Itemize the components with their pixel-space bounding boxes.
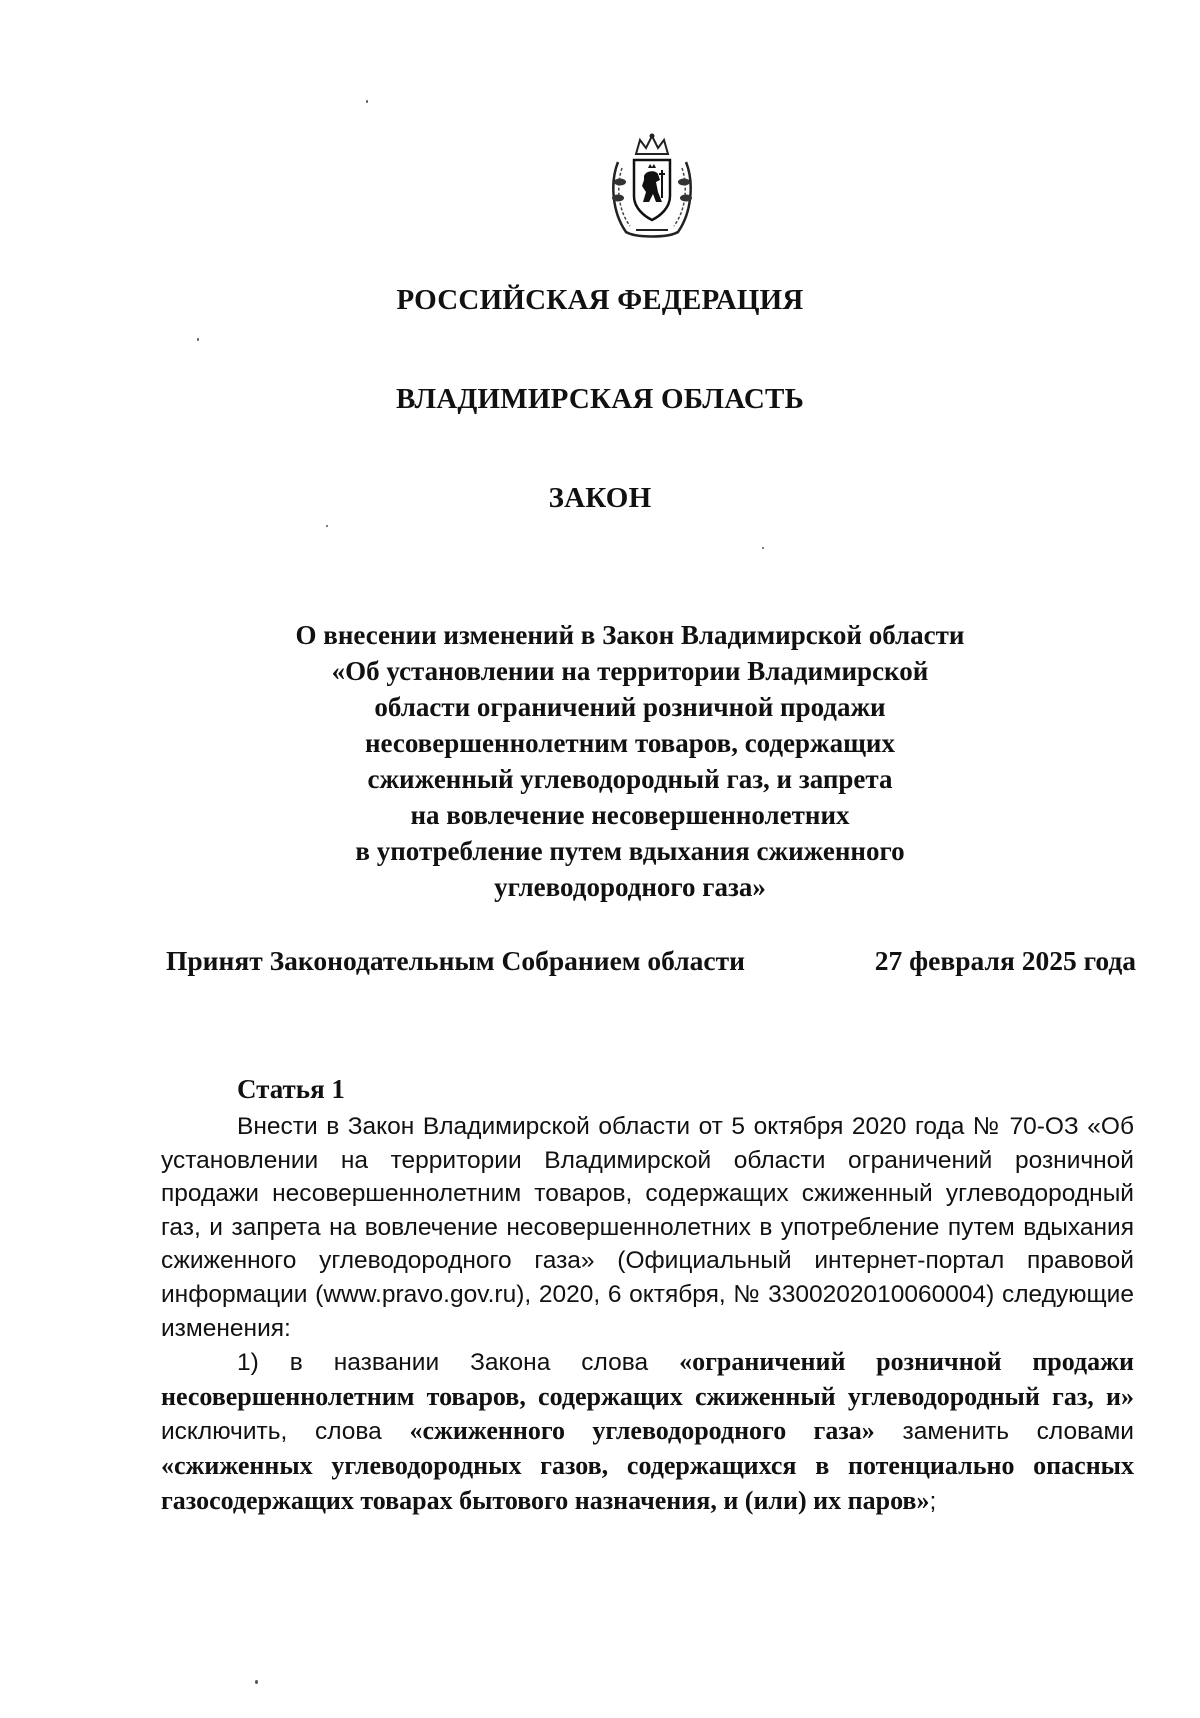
document-type-heading: ЗАКОН — [548, 482, 652, 514]
law-title-line: углеводородного газа» — [494, 872, 766, 902]
scan-speck — [197, 338, 199, 341]
law-title-line: «Об установлении на территории Владимирской — [331, 656, 929, 686]
scan-speck — [762, 547, 764, 549]
item-1-text-part: ; — [929, 1487, 937, 1515]
item-1-text-part: 1) в названии Закона слова — [237, 1349, 680, 1377]
law-title-line: О внесении изменений в Закон Владимирской области — [295, 620, 965, 650]
region-heading: ВЛАДИМИРСКАЯ ОБЛАСТЬ — [396, 383, 804, 415]
item-1-bold-quote: «ограничений розничной продажи несовершеннолетним товаров, содержащих сжиженный углеводородный газ, и» — [161, 1347, 1134, 1411]
adopted-by-text: Принят Законодательным Собранием области — [166, 945, 745, 976]
scan-speck — [326, 525, 328, 527]
scan-speck — [366, 100, 368, 103]
law-title-line: на вовлечение несовершеннолетних — [410, 800, 850, 830]
adoption-date: 27 февраля 2025 года — [874, 945, 1136, 976]
item-1-text-part: заменить словами — [874, 1418, 1134, 1446]
country-heading: РОССИЙСКАЯ ФЕДЕРАЦИЯ — [396, 284, 804, 316]
article-item-1-paragraph — [161, 1345, 1134, 1518]
law-title-line: сжиженный углеводородный газ, и запрета — [367, 764, 893, 794]
vladimir-coat-of-arms-icon — [606, 132, 698, 240]
law-title-line: несовершеннолетним товаров, содержащих — [365, 728, 895, 758]
item-1-bold-quote: «сжиженных углеводородных газов, содержащихся в потенциально опасных газосодержащих товарах бытового назначения, и (или) их паров» — [161, 1450, 1134, 1515]
article-body — [161, 1110, 1134, 1518]
article-heading: Статья 1 — [237, 1074, 345, 1104]
item-1-text-part: исключить, слова — [161, 1418, 410, 1446]
scan-speck — [255, 1680, 258, 1684]
law-title-line: в употребление путем вдыхания сжиженного — [355, 836, 905, 866]
law-title — [250, 617, 1010, 905]
item-1-bold-quote: «сжиженного углеводородного газа» — [409, 1416, 875, 1446]
article-intro-paragraph: Внести в Закон Владимирской области от 5 октября 2020 года № 70-ОЗ «Об установлении на территории Владимирской области ограничений розничной продажи несовершеннолетним товаров, содержащих сжиженный углеводородный газ, и запрета на вовлечение несовершеннолетних в употребление путем вдыхания сжиженного углеводородного газа» (Официальный интернет-портал правовой информации (www.pravo.gov.ru), 2020, 6 октября, № 3300202010060004) следующие изменения: — [161, 1113, 1134, 1342]
law-title-line: области ограничений розничной продажи — [374, 692, 886, 722]
